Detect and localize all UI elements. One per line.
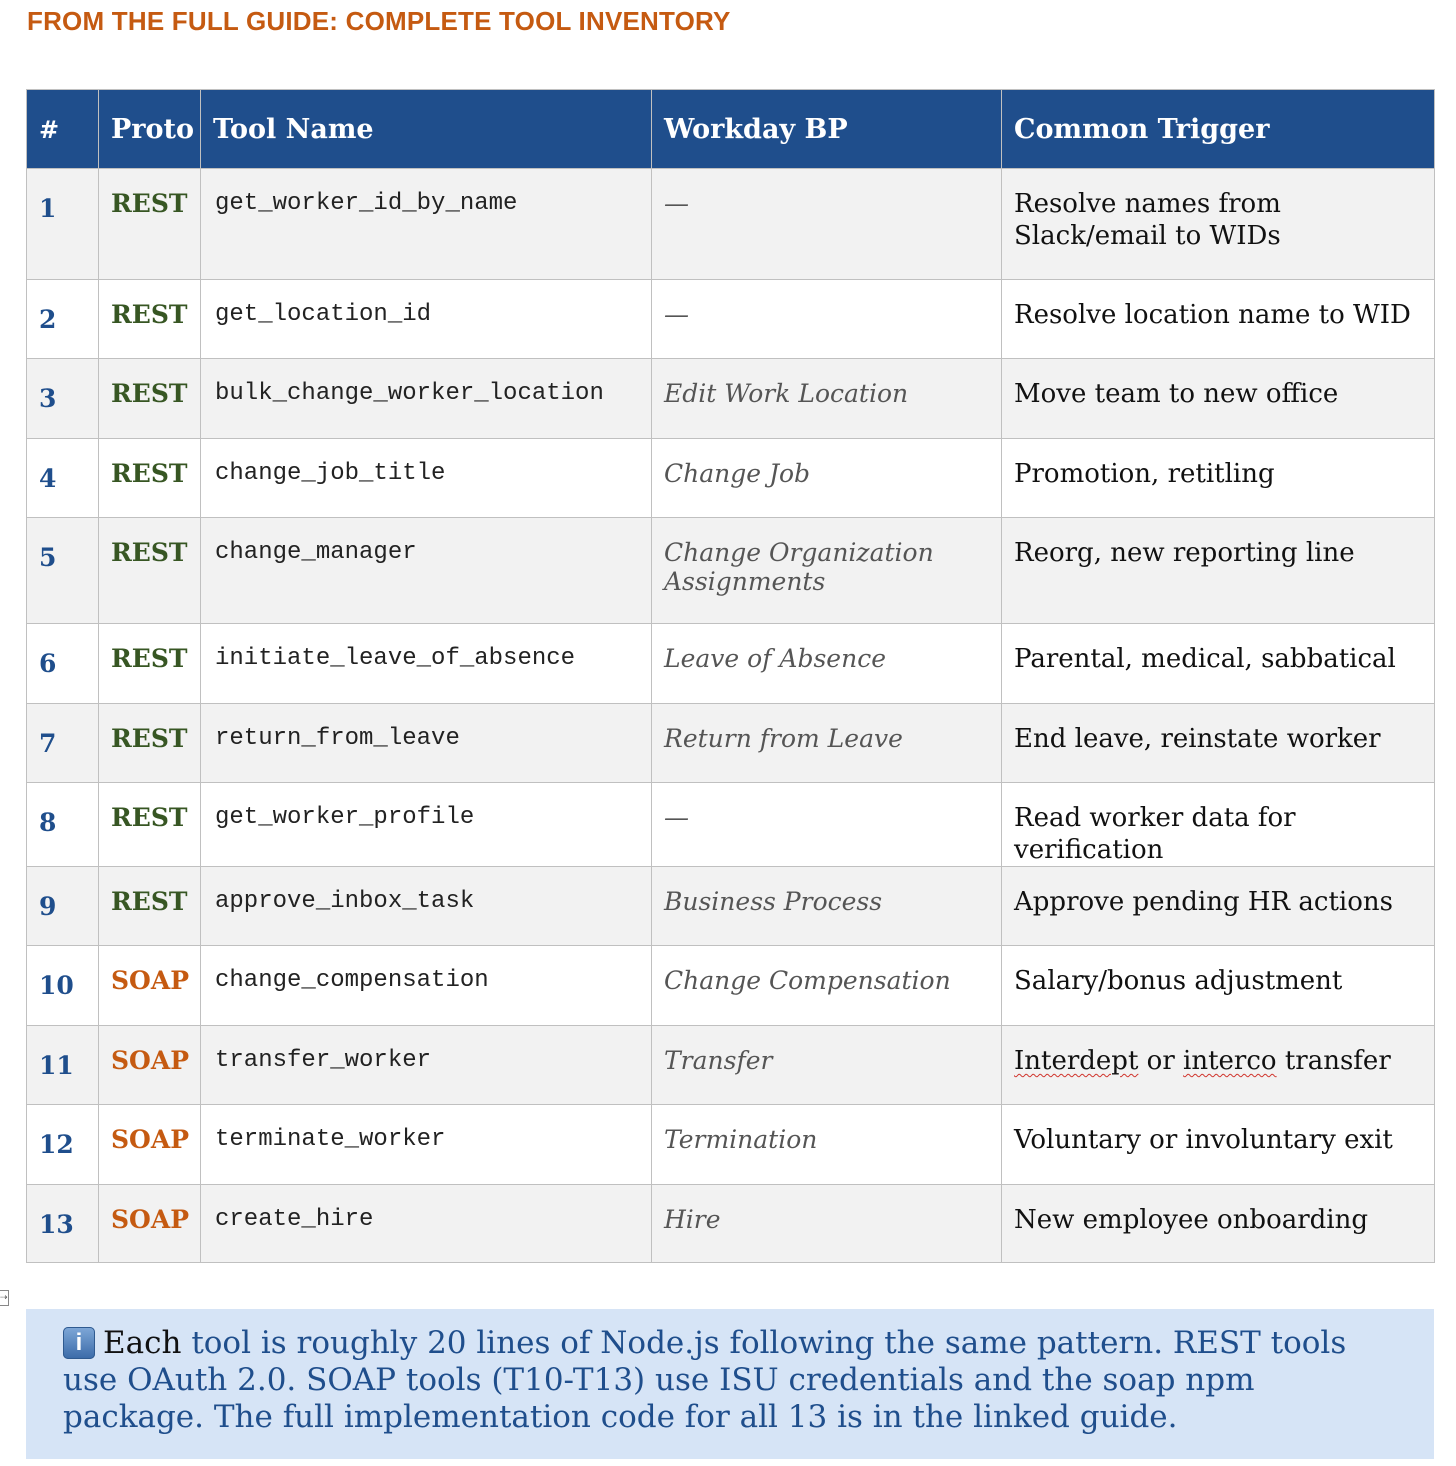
protocol-cell: SOAP <box>99 1105 201 1185</box>
column-header-tool-name: Tool Name <box>201 90 652 169</box>
workday-bp-cell: Edit Work Location <box>652 359 1002 439</box>
table-row <box>27 1185 1435 1263</box>
row-number: 11 <box>27 1026 99 1105</box>
protocol-cell: REST <box>99 704 201 783</box>
spellcheck-word: Interdept <box>1014 1046 1139 1076</box>
row-number: 13 <box>27 1185 99 1263</box>
row-number: 10 <box>27 946 99 1026</box>
table-row <box>27 359 1435 439</box>
tool-name-cell: bulk_change_worker_location <box>201 359 652 439</box>
table-row <box>27 1105 1435 1185</box>
tool-name-cell: get_worker_id_by_name <box>201 169 652 280</box>
row-number: 5 <box>27 518 99 624</box>
table-row <box>27 946 1435 1026</box>
protocol-cell: REST <box>99 280 201 359</box>
table-row <box>27 867 1435 946</box>
common-trigger-cell: New employee onboarding <box>1002 1185 1435 1263</box>
callout-lead-word: Each <box>103 1325 182 1361</box>
protocol-cell: REST <box>99 624 201 704</box>
table-row <box>27 783 1435 867</box>
page-title: FROM THE FULL GUIDE: COMPLETE TOOL INVENTORY <box>27 6 731 36</box>
table-row <box>27 1026 1435 1105</box>
common-trigger-cell: Resolve location name to WID <box>1002 280 1435 359</box>
table-row <box>27 169 1435 280</box>
tool-name-cell: terminate_worker <box>201 1105 652 1185</box>
row-number: 1 <box>27 169 99 280</box>
workday-bp-cell: Return from Leave <box>652 704 1002 783</box>
info-icon: i <box>63 1327 95 1359</box>
workday-bp-cell: Change Compensation <box>652 946 1002 1026</box>
row-number: 2 <box>27 280 99 359</box>
tool-name-cell: initiate_leave_of_absence <box>201 624 652 704</box>
row-number: 9 <box>27 867 99 946</box>
spellcheck-word: interco <box>1183 1046 1277 1076</box>
workday-bp-cell: Transfer <box>652 1026 1002 1105</box>
row-number: 7 <box>27 704 99 783</box>
common-trigger-cell: Salary/bonus adjustment <box>1002 946 1435 1026</box>
tool-name-cell: get_location_id <box>201 280 652 359</box>
table-anchor-icon[interactable]: ⇢ <box>0 1290 9 1306</box>
row-number: 4 <box>27 439 99 518</box>
column-header-number: # <box>27 90 99 169</box>
common-trigger-cell: Move team to new office <box>1002 359 1435 439</box>
row-number: 8 <box>27 783 99 867</box>
protocol-cell: REST <box>99 439 201 518</box>
common-trigger-cell: Resolve names from Slack/email to WIDs <box>1002 169 1435 280</box>
workday-bp-cell: Leave of Absence <box>652 624 1002 704</box>
workday-bp-cell: Change Job <box>652 439 1002 518</box>
tool-name-cell: create_hire <box>201 1185 652 1263</box>
common-trigger-cell: Interdept or interco transfer <box>1002 1026 1435 1105</box>
protocol-cell: SOAP <box>99 946 201 1026</box>
workday-bp-cell: Termination <box>652 1105 1002 1185</box>
info-callout <box>26 1309 1434 1459</box>
protocol-cell: SOAP <box>99 1185 201 1263</box>
table-row <box>27 280 1435 359</box>
common-trigger-cell: Reorg, new reporting line <box>1002 518 1435 624</box>
tool-name-cell: change_job_title <box>201 439 652 518</box>
protocol-cell: SOAP <box>99 1026 201 1105</box>
common-trigger-cell: End leave, reinstate worker <box>1002 704 1435 783</box>
tool-name-cell: change_manager <box>201 518 652 624</box>
protocol-cell: REST <box>99 359 201 439</box>
column-header-common-trigger: Common Trigger <box>1002 90 1435 169</box>
common-trigger-cell: Parental, medical, sabbatical <box>1002 624 1435 704</box>
protocol-cell: REST <box>99 783 201 867</box>
row-number: 12 <box>27 1105 99 1185</box>
column-header-proto: Proto <box>99 90 201 169</box>
table-row <box>27 518 1435 624</box>
table-row <box>27 439 1435 518</box>
common-trigger-cell: Read worker data for verification <box>1002 783 1435 867</box>
column-header-workday-bp: Workday BP <box>652 90 1002 169</box>
workday-bp-cell: — <box>652 783 1002 867</box>
workday-bp-cell: Hire <box>652 1185 1002 1263</box>
table-header-row <box>27 90 1435 169</box>
tool-name-cell: transfer_worker <box>201 1026 652 1105</box>
row-number: 3 <box>27 359 99 439</box>
tool-inventory-table <box>26 89 1435 1263</box>
workday-bp-cell: Business Process <box>652 867 1002 946</box>
tool-name-cell: approve_inbox_task <box>201 867 652 946</box>
protocol-cell: REST <box>99 169 201 280</box>
common-trigger-cell: Approve pending HR actions <box>1002 867 1435 946</box>
callout-text: tool is roughly 20 lines of Node.js following the same pattern. REST tools use OAuth 2.0. SOAP tools (T10-T13) use ISU credentials and the soap npm package. The full implementation code for all 13 is in the linked guide. <box>63 1325 1347 1435</box>
protocol-cell: REST <box>99 518 201 624</box>
table-row <box>27 624 1435 704</box>
common-trigger-cell: Promotion, retitling <box>1002 439 1435 518</box>
tool-name-cell: change_compensation <box>201 946 652 1026</box>
tool-name-cell: return_from_leave <box>201 704 652 783</box>
common-trigger-cell: Voluntary or involuntary exit <box>1002 1105 1435 1185</box>
tool-name-cell: get_worker_profile <box>201 783 652 867</box>
workday-bp-cell: — <box>652 169 1002 280</box>
workday-bp-cell: Change Organization Assignments <box>652 518 1002 624</box>
protocol-cell: REST <box>99 867 201 946</box>
table-row <box>27 704 1435 783</box>
row-number: 6 <box>27 624 99 704</box>
workday-bp-cell: — <box>652 280 1002 359</box>
